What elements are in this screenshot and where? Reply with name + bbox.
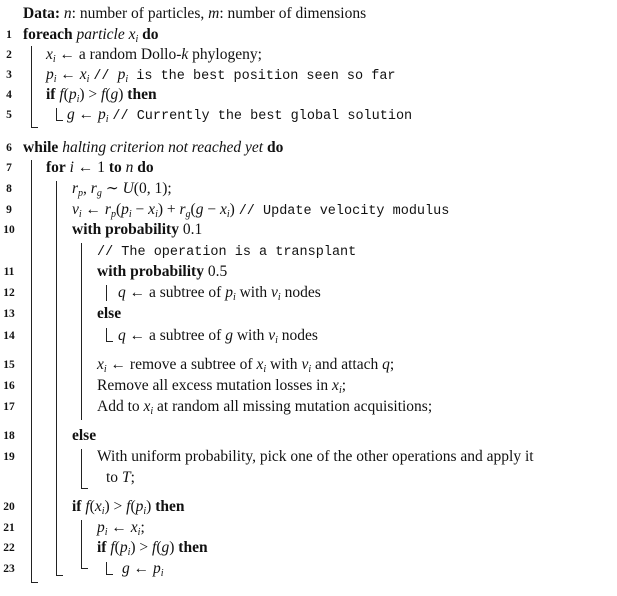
block-bar-foreach [31,46,32,127]
block-bar-with-prob-05 [106,285,107,301]
block-end-while [31,582,38,583]
comment: // Update velocity modulus [238,204,450,219]
block-bar-with-prob-01 [81,243,82,420]
block-end-if-20 [81,568,88,569]
block-bar-else-18 [81,449,82,488]
block-bar-if-20 [81,520,82,568]
block-bar-while [31,160,32,582]
block-bar-if-22 [106,562,107,574]
line-number: 1 [6,29,12,41]
block-bar-if-4 [56,108,57,120]
block-bar-else-13 [106,328,107,341]
data-description: n: number of particles, m: number of dimensions [63,5,367,22]
block-bar-for [56,181,57,575]
block-end-else-13 [106,341,113,342]
data-label: Data: [23,5,61,22]
block-end-if-22 [106,574,113,575]
block-end-for [56,575,63,576]
block-end-if-4 [56,120,63,121]
block-end-foreach [31,127,38,128]
comment: // [93,69,118,84]
comment: // Currently the best global solution [112,109,413,124]
comment: // The operation is a transplant [97,245,357,260]
block-end-else-18 [81,488,88,489]
